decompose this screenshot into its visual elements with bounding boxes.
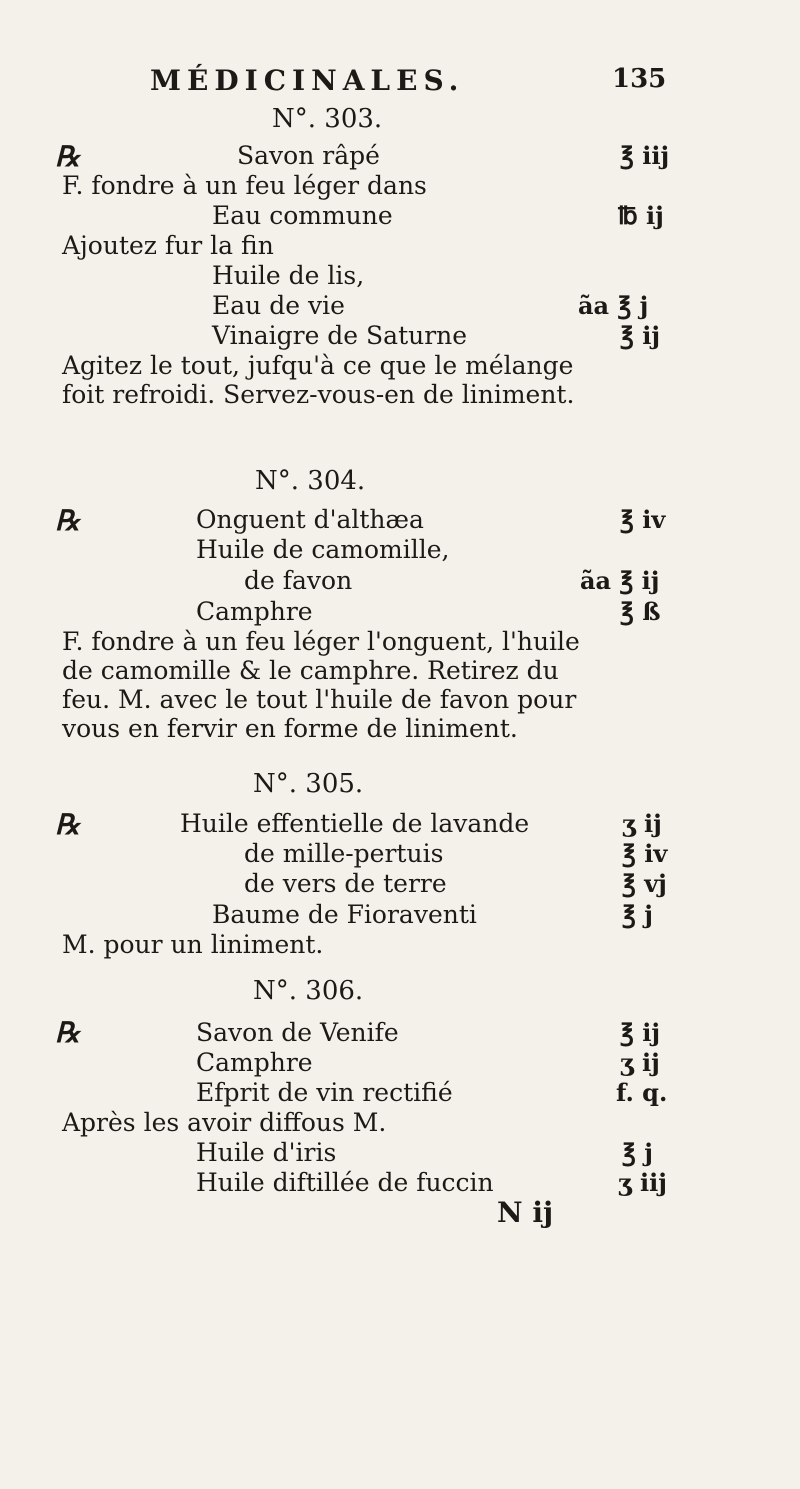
ingredient-line: Savon râpé xyxy=(237,141,380,170)
recipe-number-305: N°. 305. xyxy=(253,769,364,799)
instruction-line: Après les avoir diffous M. xyxy=(62,1108,387,1137)
recipe-symbol-icon: ℞ xyxy=(55,808,81,841)
ingredient-line: Huile d'iris xyxy=(196,1138,337,1167)
ingredient-quantity: ʒ ij xyxy=(622,809,662,838)
recipe-number-303: N°. 303. xyxy=(272,104,383,134)
ingredient-quantity: ãa ℥ j xyxy=(578,291,649,320)
ingredient-line: Baume de Fioraventi xyxy=(212,900,477,929)
ingredient-quantity: ℥ vj xyxy=(622,869,667,898)
ingredient-quantity: f. q. xyxy=(616,1078,668,1107)
page-number: 135 xyxy=(612,64,667,94)
ingredient-line: Savon de Venife xyxy=(196,1018,399,1047)
ingredient-line: Vinaigre de Saturne xyxy=(212,321,468,350)
ingredient-quantity: ℔ ij xyxy=(618,201,664,230)
instruction-paragraph: Agitez le tout, jufqu'à ce que le mélange foit refroidi. Servez-vous-en de liniment. xyxy=(62,351,575,409)
ingredient-quantity: ℥ iv xyxy=(622,839,668,868)
ingredient-quantity: ℥ j xyxy=(622,1138,653,1167)
ingredient-line: de favon xyxy=(244,566,353,595)
signature-mark: N ij xyxy=(497,1196,554,1229)
instruction-line: F. fondre à un feu léger dans xyxy=(62,171,427,200)
ingredient-line: Eau commune xyxy=(212,201,393,230)
ingredient-line: Huile de lis, xyxy=(212,261,365,290)
recipe-symbol-icon: ℞ xyxy=(55,1016,81,1049)
ingredient-line: Camphre xyxy=(196,1048,313,1077)
ingredient-line: Onguent d'althæa xyxy=(196,505,424,534)
ingredient-quantity: ℥ iij xyxy=(620,141,670,170)
recipe-symbol-icon: ℞ xyxy=(55,140,81,173)
ingredient-line: Eau de vie xyxy=(212,291,345,320)
ingredient-quantity: ℥ j xyxy=(622,900,653,929)
ingredient-quantity: ℥ ß xyxy=(620,597,661,626)
running-header: MÉDICINALES. xyxy=(150,64,465,97)
ingredient-quantity: ℥ ij xyxy=(620,1018,661,1047)
instruction-line: M. pour un liniment. xyxy=(62,930,324,959)
instruction-line: Ajoutez fur la fin xyxy=(62,231,274,260)
ingredient-line: de mille-pertuis xyxy=(244,839,444,868)
recipe-number-306: N°. 306. xyxy=(253,976,364,1006)
ingredient-line: Huile effentielle de lavande xyxy=(180,809,530,838)
ingredient-line: Huile de camomille, xyxy=(196,535,450,564)
ingredient-line: de vers de terre xyxy=(244,869,447,898)
ingredient-line: Camphre xyxy=(196,597,313,626)
ingredient-quantity: ℥ iv xyxy=(620,505,666,534)
instruction-paragraph: F. fondre à un feu léger l'onguent, l'huile de camomille & le camphre. Retirez du feu. M. avec le tout l'huile de favon pour vous en fervir en forme de liniment. xyxy=(62,627,580,743)
ingredient-line: Huile diftillée de fuccin xyxy=(196,1168,494,1197)
ingredient-quantity: ʒ iij xyxy=(618,1168,667,1197)
recipe-symbol-icon: ℞ xyxy=(55,504,81,537)
recipe-number-304: N°. 304. xyxy=(255,466,366,496)
ingredient-quantity: ãa ℥ ij xyxy=(580,566,660,595)
ingredient-line: Efprit de vin rectifié xyxy=(196,1078,453,1107)
ingredient-quantity: ℥ ij xyxy=(620,321,661,350)
ingredient-quantity: ʒ ij xyxy=(620,1048,660,1077)
